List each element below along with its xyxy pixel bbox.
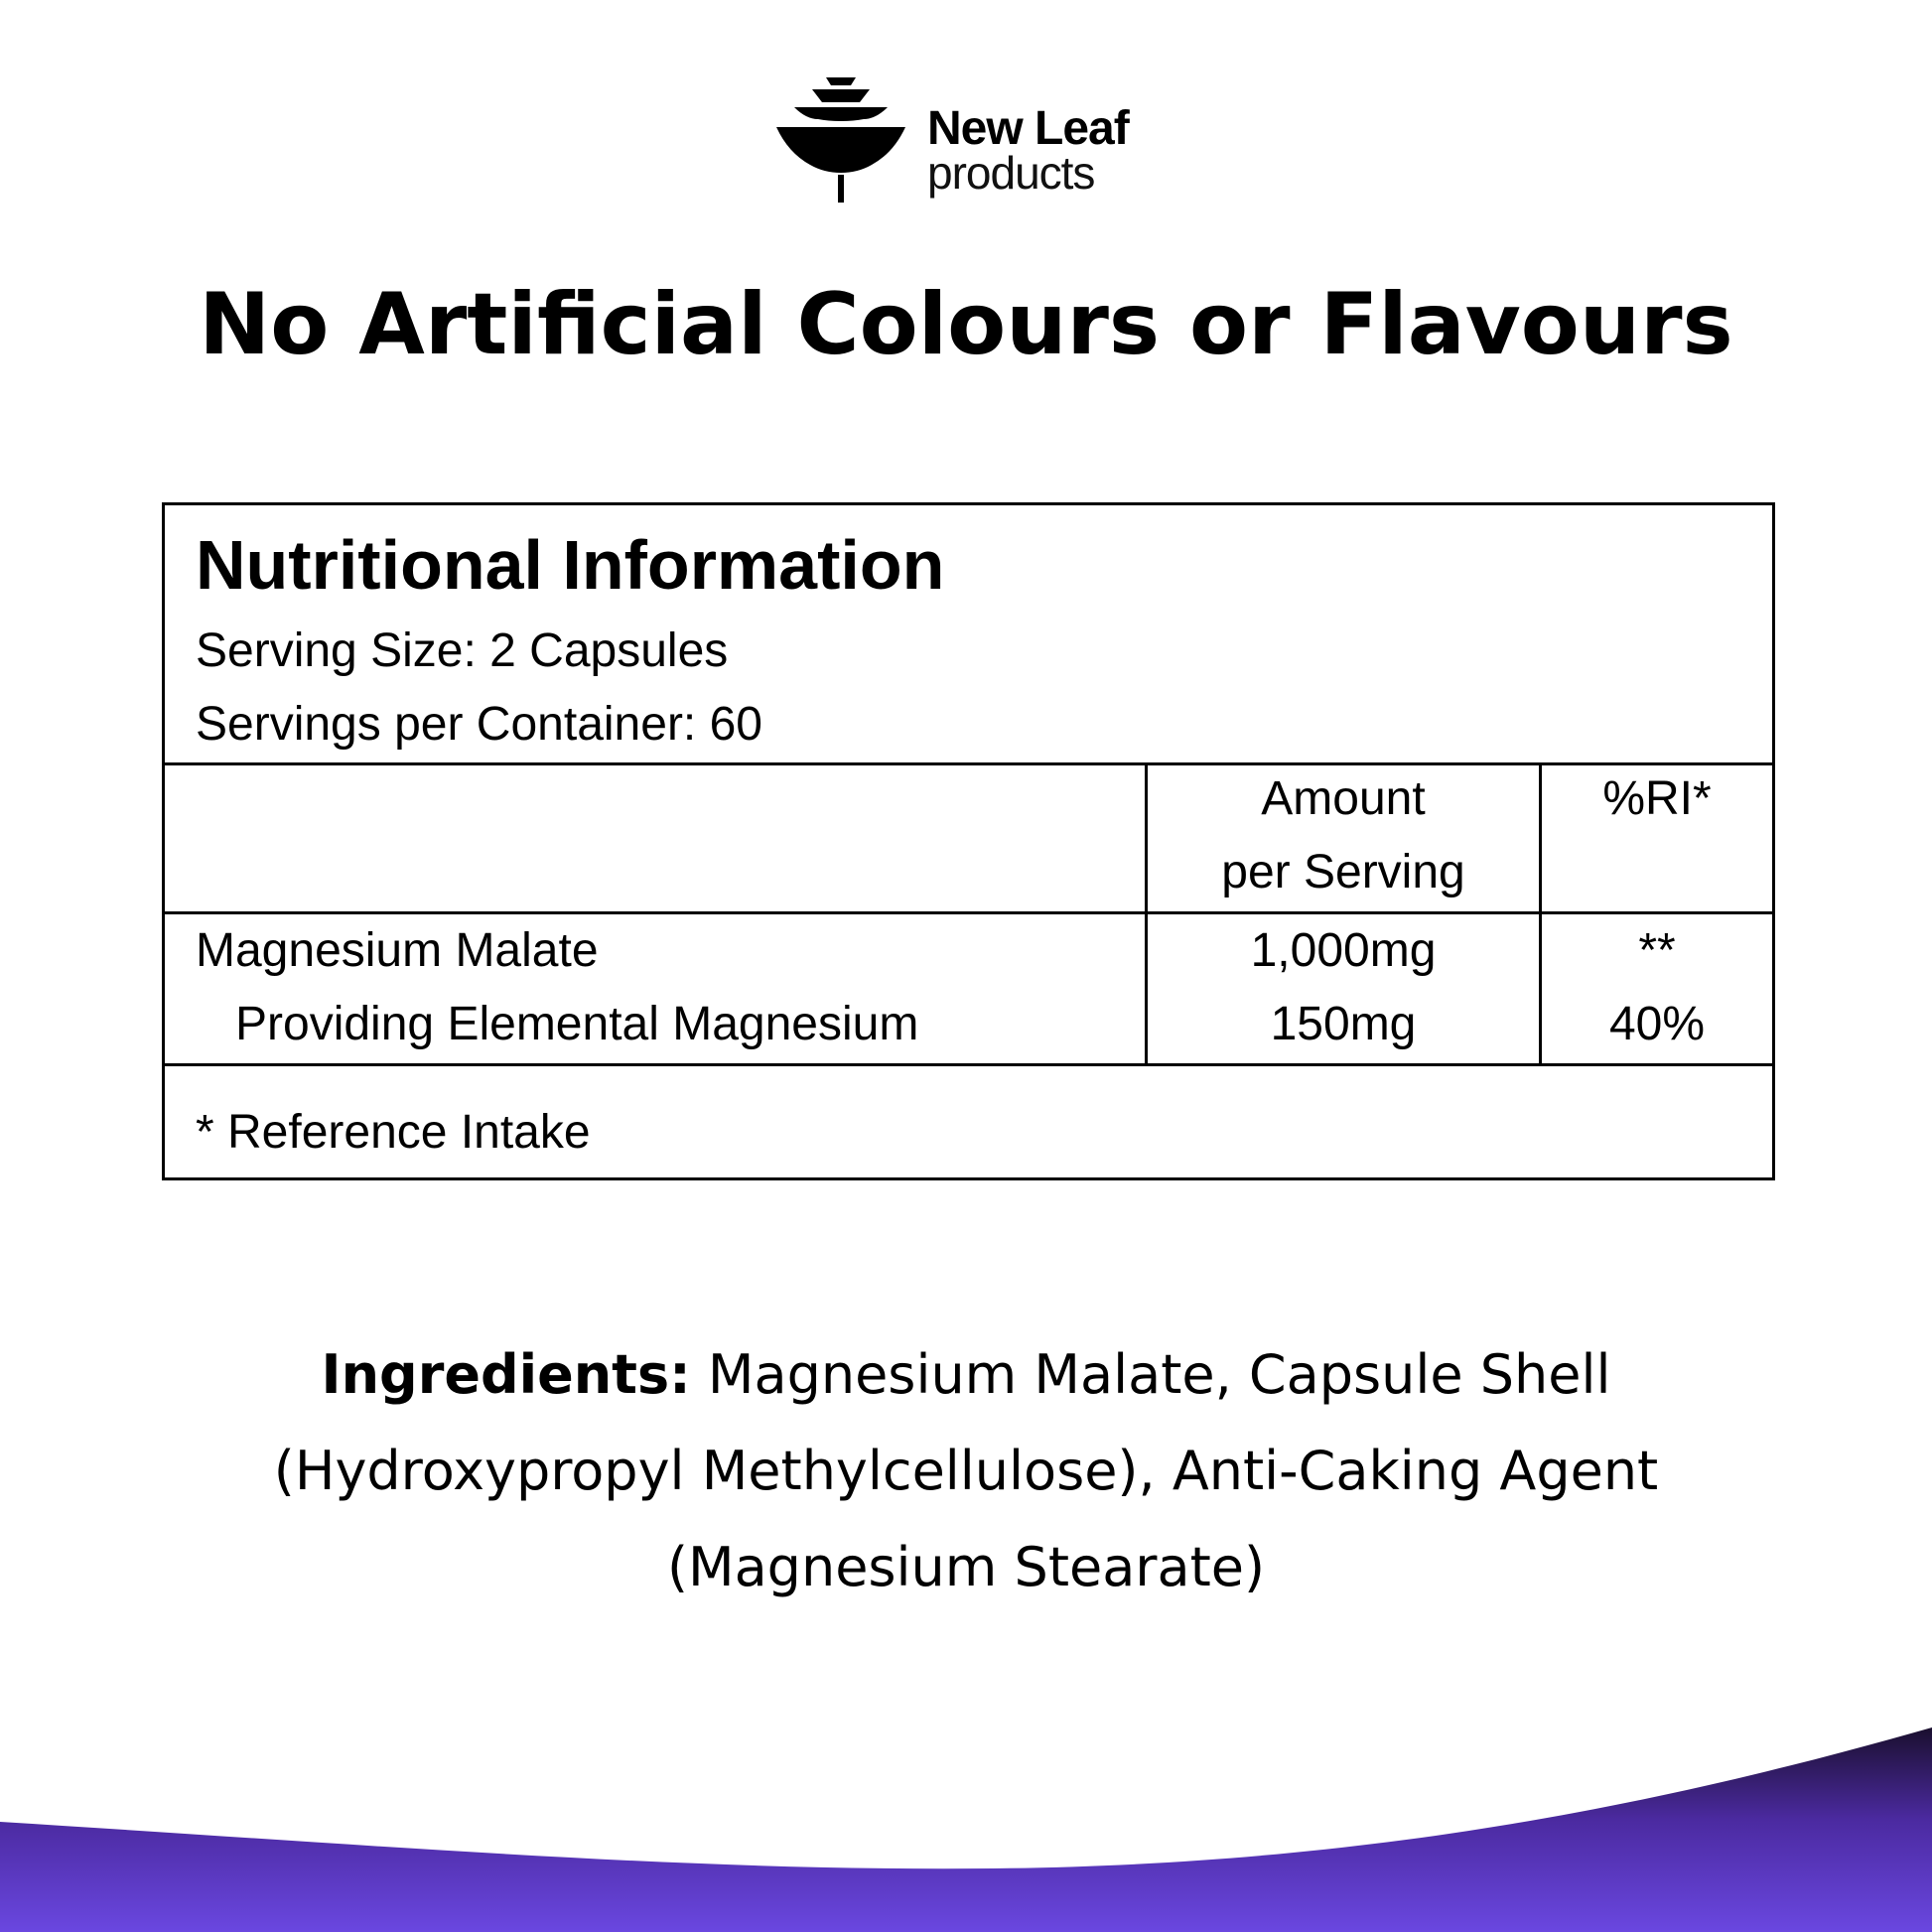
column-header-amount-line2: per Serving bbox=[1221, 846, 1465, 898]
nutrient-amount: 150mg bbox=[1270, 998, 1417, 1050]
nutrient-ri-values bbox=[1542, 914, 1772, 1063]
ingredients-line3: (Magnesium Stearate) bbox=[666, 1536, 1266, 1598]
brand-name bbox=[927, 102, 1129, 199]
nutrient-amounts bbox=[1148, 914, 1539, 1063]
brand-logo bbox=[776, 75, 1173, 207]
column-header-amount-line1: Amount bbox=[1261, 772, 1426, 825]
reference-intake-footnote: * Reference Intake bbox=[196, 1106, 591, 1159]
table-column-header bbox=[165, 762, 1772, 914]
ingredients-text bbox=[139, 1326, 1793, 1615]
nutrient-name: Providing Elemental Magnesium bbox=[235, 998, 919, 1050]
decorative-swoosh bbox=[0, 1688, 1932, 1932]
ingredients-line2: (Hydroxypropyl Methylcellulose), Anti-Caking Agent bbox=[273, 1440, 1659, 1502]
nutrient-names bbox=[196, 914, 1129, 1063]
nutrient-ri: ** bbox=[1638, 924, 1676, 977]
nutrient-ri: 40% bbox=[1608, 998, 1706, 1050]
nutrition-table bbox=[162, 502, 1775, 1180]
nutrient-name: Magnesium Malate bbox=[196, 924, 599, 977]
table-footer bbox=[165, 1066, 1772, 1177]
column-header-amount bbox=[1148, 762, 1539, 911]
ingredients-line1: Magnesium Malate, Capsule Shell bbox=[690, 1343, 1611, 1406]
column-header-ri-label: %RI* bbox=[1602, 772, 1712, 825]
brand-name-line2: products bbox=[927, 147, 1095, 199]
tree-leaf-icon bbox=[776, 75, 905, 205]
nutrition-header bbox=[165, 505, 1772, 765]
nutrient-amount: 1,000mg bbox=[1250, 924, 1437, 977]
column-header-ri bbox=[1542, 762, 1772, 911]
brand-name-line1: New Leaf bbox=[927, 102, 1129, 155]
headline: No Artificial Colours or Flavours bbox=[199, 275, 1733, 374]
serving-size: Serving Size: 2 Capsules bbox=[196, 624, 729, 677]
column-header-nutrient bbox=[196, 762, 1129, 911]
nutrition-title: Nutritional Information bbox=[196, 526, 945, 604]
servings-per-container: Servings per Container: 60 bbox=[196, 698, 762, 751]
table-row bbox=[165, 914, 1772, 1066]
ingredients-label: Ingredients: bbox=[321, 1343, 691, 1406]
